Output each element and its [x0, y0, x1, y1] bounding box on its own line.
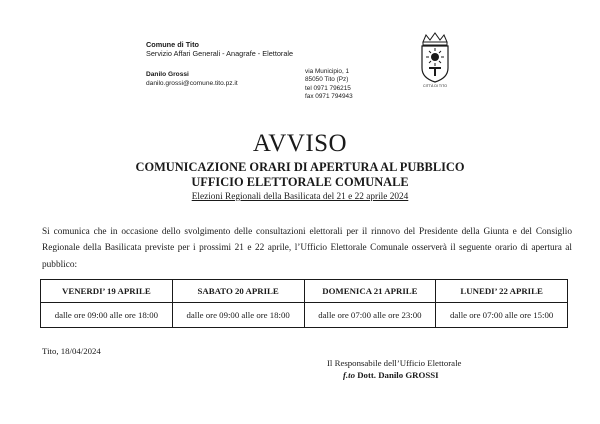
day-header: LUNEDI’ 22 APRILE	[436, 280, 568, 303]
contact-name: Danilo Grossi	[146, 71, 189, 78]
address-line: via Municipio, 1	[305, 68, 350, 75]
letterhead-address	[305, 68, 353, 102]
opening-hours-table	[40, 279, 568, 328]
day-header: DOMENICA 21 APRILE	[304, 280, 436, 303]
letterhead-organization	[146, 40, 293, 59]
election-note	[0, 192, 600, 203]
address-line: 85050 Tito (Pz)	[305, 76, 349, 84]
hours-cell: dalle ore 09:00 alle ore 18:00	[41, 303, 173, 328]
hours-cell: dalle ore 07:00 alle ore 15:00	[436, 303, 568, 328]
organization-name: Comune di Tito	[146, 40, 199, 49]
signature-prefix: f.to	[343, 370, 355, 380]
department-name: Servizio Affari Generali - Anagrafe - Elettorale	[146, 49, 294, 59]
contact-email: danilo.grossi@comune.tito.pz.it	[146, 80, 238, 88]
letterhead-contact	[146, 70, 238, 88]
place-date: Tito, 18/04/2024	[42, 346, 101, 356]
signature-role: Il Responsabile dell’Ufficio Elettorale	[327, 358, 462, 368]
signature-line	[343, 370, 439, 380]
emblem-caption: CITTÀ DI TITO	[422, 84, 448, 88]
day-header: SABATO 20 APRILE	[172, 280, 304, 303]
phone-line: tel 0971 796215	[305, 84, 351, 92]
election-note-text: Elezioni Regionali della Basilicata del 21 e 22 aprile 2024	[191, 192, 409, 202]
day-header: VENERDI’ 19 APRILE	[41, 280, 173, 303]
coat-of-arms-icon	[414, 32, 456, 88]
table-row	[41, 303, 568, 328]
table-header-row	[41, 280, 568, 303]
notice-office: UFFICIO ELETTORALE COMUNALE	[191, 175, 409, 189]
notice-title: AVVISO	[252, 130, 348, 157]
notice-body: Si comunica che in occasione dello svolgimento delle consultazioni elettorali per il rinnovo del Presidente della Giunta e del Consiglio Regionale della Basilicata previste per i prossimi 21 e 22 aprile, l’Ufficio Elettorale Comunale osserverà il seguente orario di apertura al pubblico:	[42, 227, 572, 270]
hours-cell: dalle ore 09:00 alle ore 18:00	[172, 303, 304, 328]
notice-subtitle: COMUNICAZIONE ORARI DI APERTURA AL PUBBLICO	[135, 160, 465, 174]
fax-line: fax 0971 794943	[305, 93, 353, 101]
hours-cell: dalle ore 07:00 alle ore 23:00	[304, 303, 436, 328]
signature-name: Dott. Danilo GROSSI	[357, 370, 439, 380]
